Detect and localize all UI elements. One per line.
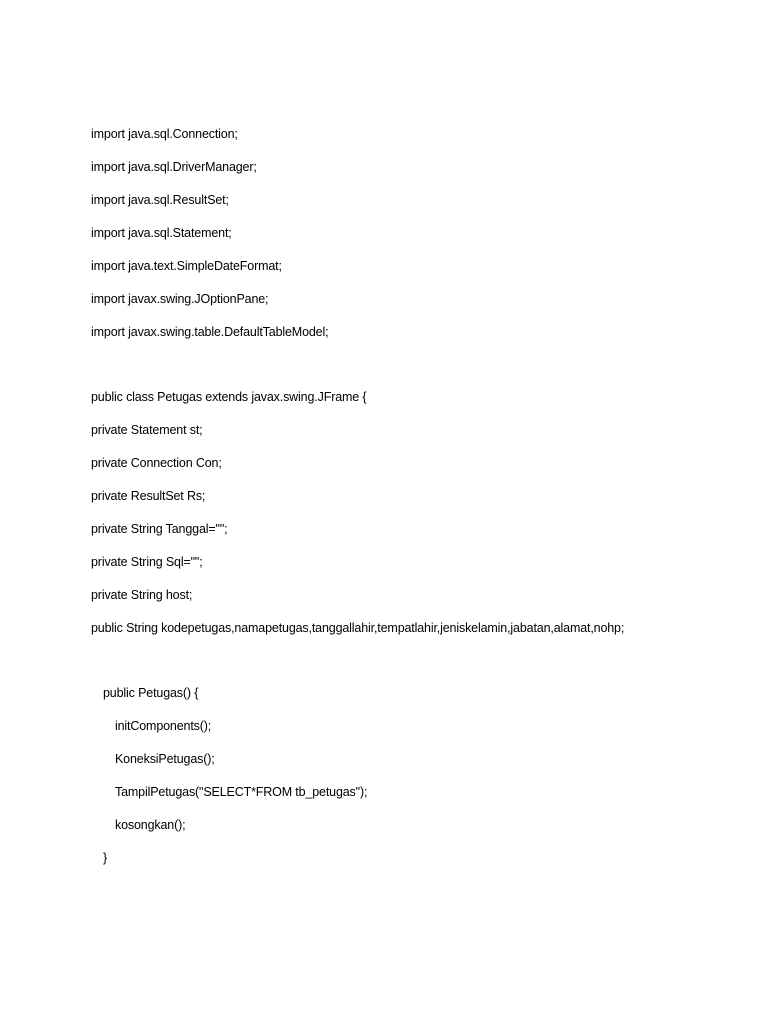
import-line: import java.sql.ResultSet; (91, 193, 229, 207)
constructor-statement: kosongkan(); (115, 818, 186, 832)
import-line: import java.text.SimpleDateFormat; (91, 259, 282, 273)
field-declaration: private String host; (91, 588, 193, 602)
field-declaration: private ResultSet Rs; (91, 489, 206, 503)
constructor-signature: public Petugas() { (103, 686, 199, 700)
constructor-statement: initComponents(); (115, 719, 212, 733)
import-line: import javax.swing.table.DefaultTableModel; (91, 325, 329, 339)
constructor-statement: KoneksiPetugas(); (115, 752, 215, 766)
field-declaration: private Statement st; (91, 423, 203, 437)
import-line: import javax.swing.JOptionPane; (91, 292, 269, 306)
class-declaration: public class Petugas extends javax.swing.JFrame { (91, 390, 367, 404)
constructor-statement: TampilPetugas("SELECT*FROM tb_petugas"); (115, 785, 368, 799)
field-declaration: private Connection Con; (91, 456, 222, 470)
field-declaration: public String kodepetugas,namapetugas,tanggallahir,tempatlahir,jeniskelamin,jabatan,alamat,nohp; (91, 621, 625, 635)
import-line: import java.sql.Connection; (91, 127, 238, 141)
field-declaration: private String Tanggal=""; (91, 522, 228, 536)
import-line: import java.sql.Statement; (91, 226, 232, 240)
constructor-closing-brace: } (103, 851, 108, 865)
field-declaration: private String Sql=""; (91, 555, 203, 569)
import-line: import java.sql.DriverManager; (91, 160, 257, 174)
